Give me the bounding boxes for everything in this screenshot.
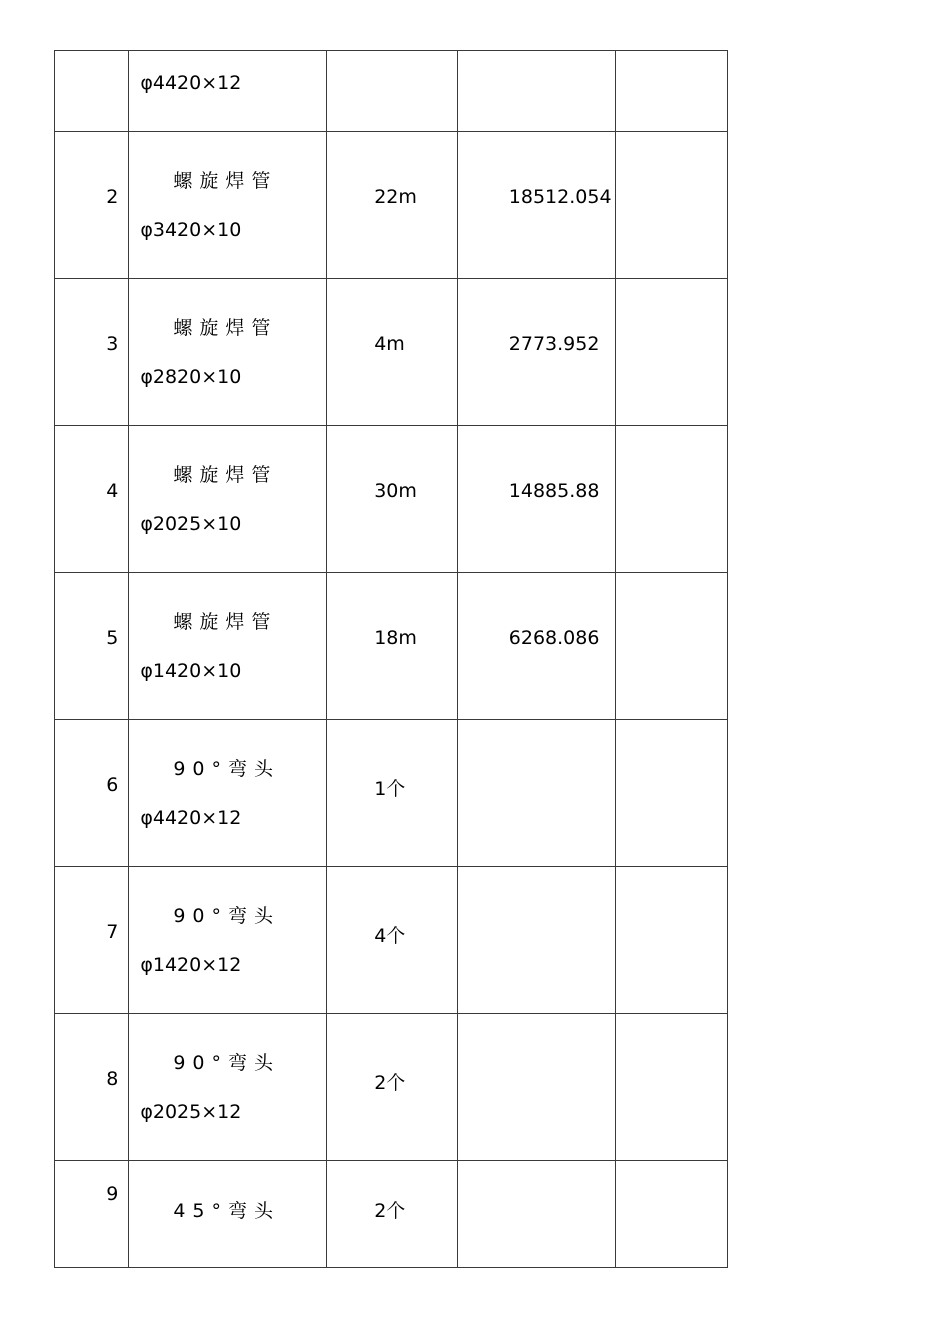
number-cell <box>55 1014 129 1161</box>
quantity-cell <box>327 132 458 279</box>
table-row <box>55 426 728 573</box>
table-row <box>55 1014 728 1161</box>
quantity-text: 1个 <box>374 778 406 800</box>
row-number: 9 <box>106 1183 119 1205</box>
weight-cell <box>457 426 616 573</box>
quantity-cell <box>327 867 458 1014</box>
row-number: 8 <box>106 1068 119 1090</box>
number-cell <box>55 573 129 720</box>
item-name-text: 45°弯头 <box>173 1200 281 1222</box>
quantity-text: 30m <box>374 480 417 502</box>
weight-cell <box>457 51 616 132</box>
number-cell <box>55 867 129 1014</box>
materials-table <box>54 50 728 1268</box>
table-row <box>55 279 728 426</box>
name-cell <box>129 720 327 867</box>
table-row <box>55 51 728 132</box>
weight-cell <box>457 720 616 867</box>
number-cell <box>55 132 129 279</box>
item-name-text: 90°弯头 <box>173 758 281 780</box>
weight-text: 6268.086 <box>508 627 600 649</box>
item-name-text: 螺旋焊管 <box>173 611 278 633</box>
remark-cell <box>616 720 728 867</box>
item-name-text: 90°弯头 <box>173 1052 281 1074</box>
name-cell <box>129 51 327 132</box>
table-row <box>55 720 728 867</box>
spec-text: φ1420×10 <box>140 660 242 682</box>
table-row <box>55 132 728 279</box>
weight-cell <box>457 573 616 720</box>
quantity-cell <box>327 279 458 426</box>
name-cell <box>129 1161 327 1268</box>
quantity-cell <box>327 426 458 573</box>
spec-text: φ4420×12 <box>140 72 242 94</box>
quantity-cell <box>327 720 458 867</box>
quantity-cell <box>327 1014 458 1161</box>
row-number: 5 <box>106 627 119 649</box>
quantity-text: 4个 <box>374 925 406 947</box>
weight-cell <box>457 132 616 279</box>
weight-cell <box>457 279 616 426</box>
table-row <box>55 1161 728 1268</box>
remark-cell <box>616 867 728 1014</box>
remark-cell <box>616 132 728 279</box>
quantity-text: 2个 <box>374 1200 406 1222</box>
number-cell <box>55 51 129 132</box>
quantity-text: 22m <box>374 186 417 208</box>
item-name-text: 90°弯头 <box>173 905 281 927</box>
weight-text: 14885.88 <box>508 480 600 502</box>
item-name-text: 螺旋焊管 <box>173 170 278 192</box>
table-row <box>55 573 728 720</box>
row-number: 7 <box>106 921 119 943</box>
weight-cell <box>457 867 616 1014</box>
quantity-text: 4m <box>374 333 405 355</box>
spec-text: φ2025×10 <box>140 513 242 535</box>
name-cell <box>129 132 327 279</box>
number-cell <box>55 720 129 867</box>
name-cell <box>129 426 327 573</box>
row-number: 2 <box>106 186 119 208</box>
weight-text: 18512.054 <box>508 186 612 208</box>
row-number: 4 <box>106 480 119 502</box>
number-cell <box>55 279 129 426</box>
quantity-text: 2个 <box>374 1072 406 1094</box>
row-number: 6 <box>106 774 119 796</box>
name-cell <box>129 867 327 1014</box>
number-cell <box>55 426 129 573</box>
quantity-cell <box>327 1161 458 1268</box>
spec-text: φ2820×10 <box>140 366 242 388</box>
remark-cell <box>616 1014 728 1161</box>
spec-text: φ3420×10 <box>140 219 242 241</box>
quantity-cell <box>327 51 458 132</box>
remark-cell <box>616 1161 728 1268</box>
weight-cell <box>457 1014 616 1161</box>
name-cell <box>129 279 327 426</box>
number-cell <box>55 1161 129 1268</box>
quantity-text: 18m <box>374 627 417 649</box>
remark-cell <box>616 426 728 573</box>
remark-cell <box>616 51 728 132</box>
weight-text: 2773.952 <box>508 333 600 355</box>
item-name-text: 螺旋焊管 <box>173 464 278 486</box>
spec-text: φ4420×12 <box>140 807 242 829</box>
name-cell <box>129 573 327 720</box>
name-cell <box>129 1014 327 1161</box>
item-name-text: 螺旋焊管 <box>173 317 278 339</box>
remark-cell <box>616 279 728 426</box>
row-number: 3 <box>106 333 119 355</box>
spec-text: φ1420×12 <box>140 954 242 976</box>
table-row <box>55 867 728 1014</box>
spec-text: φ2025×12 <box>140 1101 242 1123</box>
quantity-cell <box>327 573 458 720</box>
remark-cell <box>616 573 728 720</box>
weight-cell <box>457 1161 616 1268</box>
